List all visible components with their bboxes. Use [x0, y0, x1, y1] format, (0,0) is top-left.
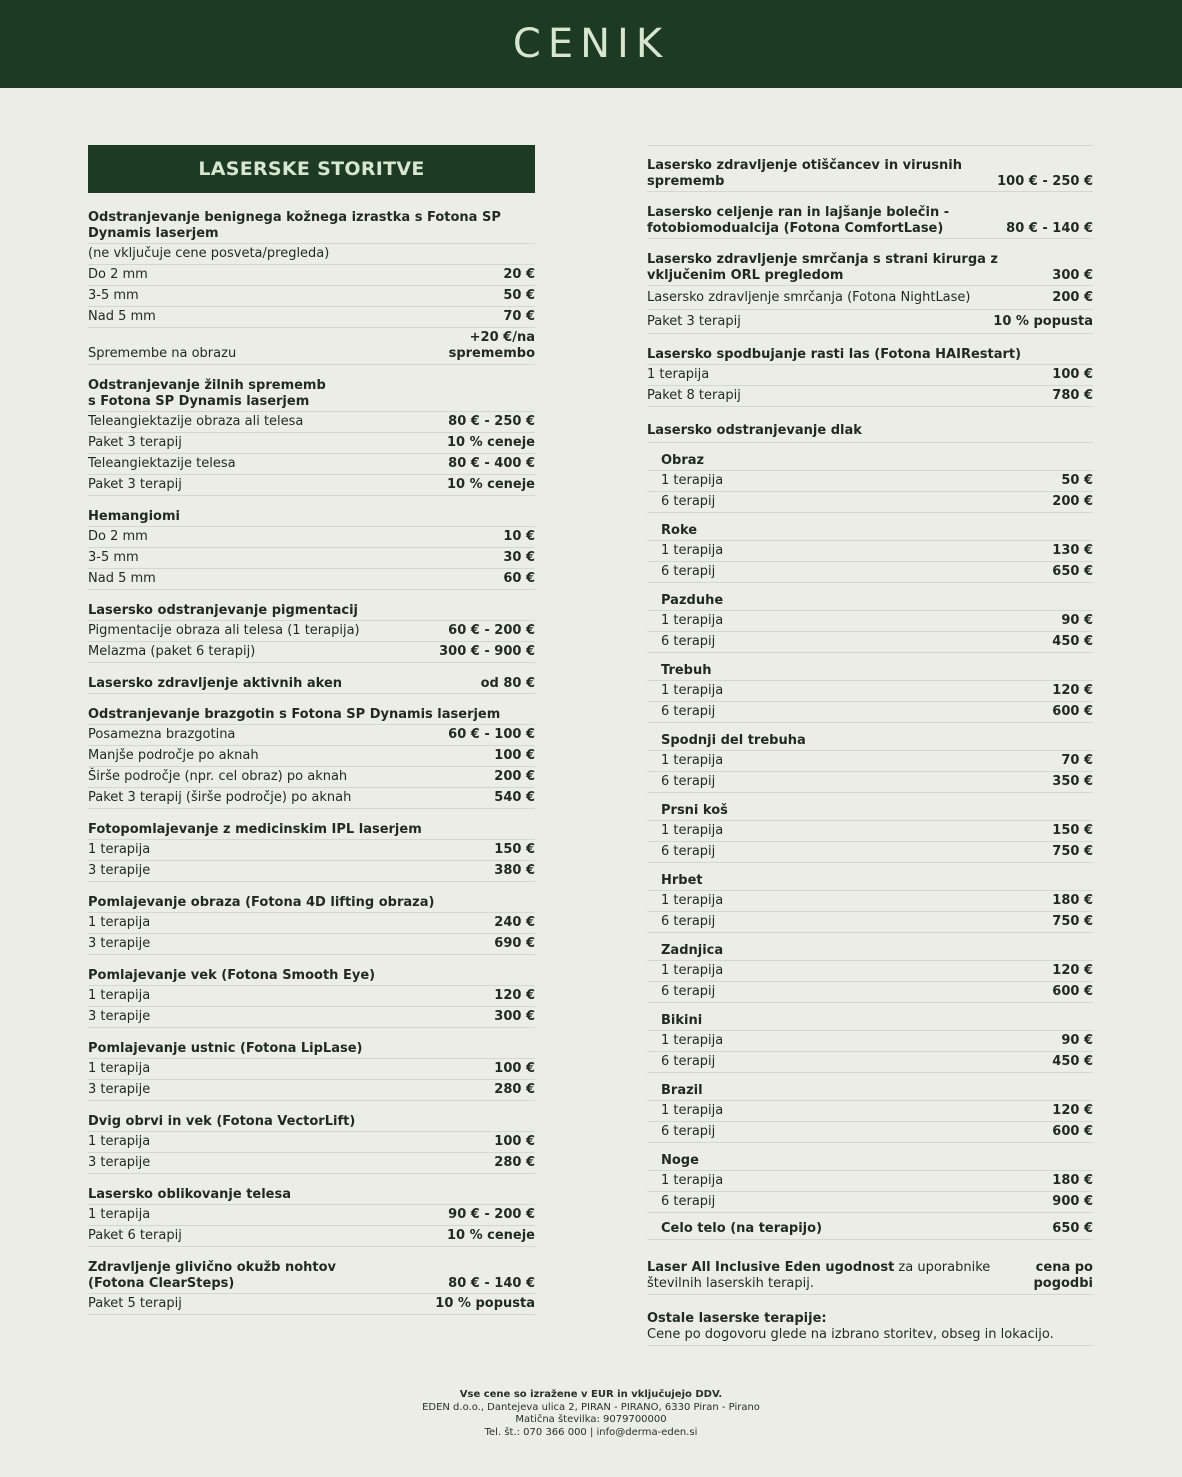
- price-row: [647, 471, 1093, 492]
- row-price: 120 €: [494, 988, 535, 1003]
- group-title-row: [88, 676, 535, 694]
- group-body-contouring: [88, 1187, 535, 1247]
- title-line-2: sprememb: [647, 174, 725, 189]
- group-title-row: [647, 252, 1093, 286]
- other-text: Cene po dogovoru glede na izbrano storitev, obseg in lokacijo.: [647, 1327, 1054, 1342]
- row-price: 60 € - 100 €: [448, 727, 535, 742]
- hair-area: [647, 659, 1093, 723]
- price-row: [88, 454, 535, 475]
- footer-registration: Matična številka: 9079700000: [515, 1414, 667, 1425]
- row-label: Do 2 mm: [88, 529, 148, 544]
- group-title-row: [88, 1260, 535, 1294]
- footer: [0, 1389, 1182, 1439]
- row-label: Paket 3 terapij: [88, 435, 182, 450]
- row-price: 120 €: [1052, 963, 1093, 978]
- group-title: Dvig obrvi in vek (Fotona VectorLift): [88, 1114, 535, 1132]
- price-row: [647, 562, 1093, 583]
- area-title: Bikini: [647, 1009, 1093, 1031]
- hair-removal-areas: [647, 449, 1093, 1213]
- group-title-row: [647, 158, 1093, 192]
- group-price: od 80 €: [480, 676, 535, 691]
- row-price: [449, 330, 535, 362]
- group-title: Odstranjevanje benignega kožnega izrastka s Fotona SP Dynamis laserjem: [88, 210, 535, 244]
- row-price: 60 € - 200 €: [448, 623, 535, 638]
- group-title: Pomlajevanje vek (Fotona Smooth Eye): [88, 968, 535, 986]
- price-row: [88, 767, 535, 788]
- row-price: 200 €: [1052, 494, 1093, 509]
- price-row: [88, 286, 535, 307]
- row-price: 300 € - 900 €: [439, 644, 535, 659]
- row-price: 350 €: [1052, 774, 1093, 789]
- row-label: 3-5 mm: [88, 550, 139, 565]
- price-row: [88, 1059, 535, 1080]
- row-price: 900 €: [1052, 1194, 1093, 1209]
- price-row: [647, 681, 1093, 702]
- group-title: Lasersko spodbujanje rasti las (Fotona HAIRestart): [647, 347, 1093, 365]
- row-price: 280 €: [494, 1155, 535, 1170]
- group-title: Lasersko odstranjevanje dlak: [647, 423, 1093, 443]
- row-label: 1 terapija: [647, 367, 710, 382]
- group-title-row: [647, 205, 1093, 239]
- row-label: 6 terapij: [661, 1124, 716, 1139]
- title-line-1: Odstranjevanje žilnih sprememb: [88, 378, 326, 393]
- row-price: 650 €: [1052, 564, 1093, 579]
- row-price: 280 €: [494, 1082, 535, 1097]
- price-row: [88, 788, 535, 809]
- other-therapies: [647, 1311, 1093, 1346]
- row-price: 10 % ceneje: [446, 435, 535, 450]
- price-row: [647, 821, 1093, 842]
- row-price: 100 €: [1052, 367, 1093, 382]
- row-label: 1 terapija: [88, 1207, 151, 1222]
- footer-contact: Tel. št.: 070 366 000 | info@derma-eden.si: [484, 1426, 698, 1438]
- footer-address: EDEN d.o.o., Dantejeva ulica 2, PIRAN - PIRANO, 6330 Piran - Pirano: [422, 1401, 760, 1413]
- row-price: 150 €: [1052, 823, 1093, 838]
- row-price: 50 €: [1061, 473, 1093, 488]
- row-label: Teleangiektazije telesa: [88, 456, 236, 471]
- hair-area: [647, 729, 1093, 793]
- row-label: 1 terapija: [661, 683, 724, 698]
- group-nails: [88, 1260, 535, 1315]
- section-header: [88, 145, 535, 193]
- group-price: 100 € - 250 €: [997, 174, 1093, 189]
- row-label: Pigmentacije obraza ali telesa (1 terapija): [88, 623, 360, 638]
- row-label: 1 terapija: [661, 823, 724, 838]
- row-label: 3 terapije: [88, 1155, 151, 1170]
- group-wound-healing: [647, 205, 1093, 239]
- row-label: Posamezna brazgotina: [88, 727, 236, 742]
- row-label: Paket 3 terapij: [88, 477, 182, 492]
- group-pigmentation: [88, 603, 535, 663]
- price-row: [647, 1171, 1093, 1192]
- inclusive-price: [1033, 1260, 1093, 1292]
- row-label: Nad 5 mm: [88, 309, 156, 324]
- row-label: Celo telo (na terapijo): [661, 1221, 823, 1236]
- price-row: [88, 725, 535, 746]
- group-price: 300 €: [1052, 268, 1093, 283]
- group-title: [88, 1260, 336, 1292]
- price-row: [88, 1080, 535, 1101]
- row-price: 450 €: [1052, 634, 1093, 649]
- header-banner: [0, 0, 1182, 88]
- price-row: [88, 328, 535, 365]
- price-row: [647, 386, 1093, 407]
- section-title: LASERSKE STORITVE: [198, 158, 425, 180]
- row-label: 1 terapija: [661, 1173, 724, 1188]
- group-note: (ne vključuje cene posveta/pregleda): [88, 244, 535, 265]
- row-price: 240 €: [494, 915, 535, 930]
- price-row: [647, 492, 1093, 513]
- row-price: 30 €: [503, 550, 535, 565]
- inclusive-name: Laser All Inclusive Eden ugodnost: [647, 1260, 895, 1275]
- right-column: [647, 145, 1093, 1359]
- row-label: 6 terapij: [661, 564, 716, 579]
- title-line-1: Lasersko zdravljenje otiščancev in virusnih: [647, 158, 962, 173]
- other-title: Ostale laserske terapije:: [647, 1311, 827, 1326]
- row-price: 300 €: [494, 1009, 535, 1024]
- row-price: 10 €: [503, 529, 535, 544]
- title-line-1: Zdravljenje glivično okužb nohtov: [88, 1260, 337, 1275]
- inclusive-row: [647, 1258, 1093, 1295]
- row-label: 6 terapij: [661, 494, 716, 509]
- price-row: [88, 840, 535, 861]
- row-label: 1 terapija: [88, 842, 151, 857]
- group-all-inclusive: [647, 1258, 1093, 1295]
- hair-area: [647, 939, 1093, 1003]
- row-price: 10 % ceneje: [446, 1228, 535, 1243]
- row-label: Nad 5 mm: [88, 571, 156, 586]
- group-snoring: [647, 252, 1093, 334]
- price-row: [88, 433, 535, 454]
- row-label: Širše področje (npr. cel obraz) po aknah: [88, 769, 348, 784]
- hair-area: [647, 799, 1093, 863]
- group-title: Fotopomlajevanje z medicinskim IPL laserjem: [88, 822, 535, 840]
- price-row: [647, 365, 1093, 386]
- row-price: 80 € - 400 €: [448, 456, 535, 471]
- price-row: [647, 1031, 1093, 1052]
- row-label: 1 terapija: [661, 963, 724, 978]
- area-title: Roke: [647, 519, 1093, 541]
- price-row: [647, 611, 1093, 632]
- row-price: 450 €: [1052, 1054, 1093, 1069]
- title-line-1: Lasersko zdravljenje smrčanja s strani kirurga z: [647, 252, 998, 267]
- row-price: 690 €: [494, 936, 535, 951]
- price-row: [88, 642, 535, 663]
- group-warts: [647, 146, 1093, 192]
- row-label: Manjše področje po aknah: [88, 748, 259, 763]
- price-row: [88, 861, 535, 882]
- group-other: [647, 1311, 1093, 1346]
- row-label: 3 terapije: [88, 1082, 151, 1097]
- price-row: [647, 982, 1093, 1003]
- row-price: 100 €: [494, 1061, 535, 1076]
- row-price: 20 €: [503, 267, 535, 282]
- row-price: 90 € - 200 €: [448, 1207, 535, 1222]
- group-title: Lasersko oblikovanje telesa: [88, 1187, 535, 1205]
- row-label: 1 terapija: [88, 988, 151, 1003]
- area-title: Pazduhe: [647, 589, 1093, 611]
- row-label: Paket 6 terapij: [88, 1228, 182, 1243]
- price-row: [647, 961, 1093, 982]
- price-row: [88, 548, 535, 569]
- row-label: 6 terapij: [661, 984, 716, 999]
- group-vectorlift: [88, 1114, 535, 1174]
- price-row: [647, 286, 1093, 310]
- row-price: 200 €: [1052, 290, 1093, 305]
- row-price: 10 % popusta: [435, 1296, 535, 1311]
- group-face-rejuvenation: [88, 895, 535, 955]
- price-row: [88, 1007, 535, 1028]
- row-label: 3 terapije: [88, 863, 151, 878]
- area-title: Obraz: [647, 449, 1093, 471]
- hair-area: [647, 1009, 1093, 1073]
- group-title: [88, 378, 535, 412]
- price-row: [88, 412, 535, 433]
- price-line-1: +20 €/na: [469, 330, 535, 345]
- group-title: Lasersko zdravljenje aktivnih aken: [88, 676, 343, 691]
- row-price: 380 €: [494, 863, 535, 878]
- row-label: 1 terapija: [661, 473, 724, 488]
- group-hair-removal: [647, 423, 1093, 1240]
- row-label: Spremembe na obrazu: [88, 346, 237, 361]
- inclusive-text-1: za uporabnike: [894, 1260, 991, 1275]
- price-row: [88, 307, 535, 328]
- row-price: 70 €: [1061, 753, 1093, 768]
- row-price: 650 €: [1052, 1221, 1093, 1236]
- row-label: 1 terapija: [661, 613, 724, 628]
- group-title: Hemangiomi: [88, 509, 535, 527]
- row-label: 1 terapija: [88, 915, 151, 930]
- row-label: 6 terapij: [661, 634, 716, 649]
- row-label: Lasersko zdravljenje smrčanja (Fotona NightLase): [647, 290, 971, 305]
- area-title: Zadnjica: [647, 939, 1093, 961]
- price-row: [88, 265, 535, 286]
- row-price: 10 % ceneje: [446, 477, 535, 492]
- group-title: Lasersko odstranjevanje pigmentacij: [88, 603, 535, 621]
- page-title: CENIK: [512, 21, 670, 67]
- price-row: [647, 541, 1093, 562]
- whole-body-row: [647, 1219, 1093, 1240]
- row-price: 600 €: [1052, 984, 1093, 999]
- title-line-2: vključenim ORL pregledom: [647, 268, 844, 283]
- row-label: 6 terapij: [661, 914, 716, 929]
- hair-area: [647, 1079, 1093, 1143]
- area-title: Prsni koš: [647, 799, 1093, 821]
- row-price: 750 €: [1052, 844, 1093, 859]
- row-price: 80 € - 250 €: [448, 414, 535, 429]
- inclusive-text-2: številnih laserskih terapij.: [647, 1276, 815, 1291]
- price-row: [647, 1192, 1093, 1213]
- price-row: [88, 569, 535, 590]
- price-row: [647, 772, 1093, 793]
- group-title: [647, 252, 998, 284]
- price-row: [647, 702, 1093, 723]
- row-label: 1 terapija: [661, 543, 724, 558]
- group-ipl: [88, 822, 535, 882]
- price-line-2: pogodbi: [1033, 1276, 1093, 1291]
- row-price: 100 €: [494, 748, 535, 763]
- group-benign-growth: [88, 210, 535, 365]
- price-row: [88, 1153, 535, 1174]
- group-title: Odstranjevanje brazgotin s Fotona SP Dynamis laserjem: [88, 707, 535, 725]
- price-row: [647, 751, 1093, 772]
- hair-area: [647, 519, 1093, 583]
- row-label: 6 terapij: [661, 1194, 716, 1209]
- group-acne: [88, 676, 535, 694]
- row-label: Paket 5 terapij: [88, 1296, 182, 1311]
- row-price: 750 €: [1052, 914, 1093, 929]
- title-line-1: Lasersko celjenje ran in lajšanje bolečin -: [647, 205, 950, 220]
- row-label: 1 terapija: [661, 1033, 724, 1048]
- price-row: [647, 1101, 1093, 1122]
- price-row: [88, 913, 535, 934]
- row-price: 180 €: [1052, 893, 1093, 908]
- group-title: [647, 158, 962, 190]
- row-price: 780 €: [1052, 388, 1093, 403]
- row-label: 3 terapije: [88, 936, 151, 951]
- row-label: 1 terapija: [661, 753, 724, 768]
- row-price: 60 €: [503, 571, 535, 586]
- area-title: Brazil: [647, 1079, 1093, 1101]
- price-row: [88, 527, 535, 548]
- row-label: Teleangiektazije obraza ali telesa: [88, 414, 304, 429]
- area-title: Trebuh: [647, 659, 1093, 681]
- price-row: [88, 986, 535, 1007]
- price-row: [647, 632, 1093, 653]
- row-price: 50 €: [503, 288, 535, 303]
- row-label: Paket 3 terapij (širše področje) po aknah: [88, 790, 352, 805]
- row-price: 130 €: [1052, 543, 1093, 558]
- price-row: [88, 1294, 535, 1315]
- title-line-2: fotobiomodualcija (Fotona ComfortLase): [647, 221, 944, 236]
- row-price: 120 €: [1052, 1103, 1093, 1118]
- hair-area: [647, 449, 1093, 513]
- left-column: [88, 145, 535, 1328]
- row-label: 6 terapij: [661, 774, 716, 789]
- row-label: 3 terapije: [88, 1009, 151, 1024]
- group-title: Pomlajevanje obraza (Fotona 4D lifting obraza): [88, 895, 535, 913]
- area-title: Spodnji del trebuha: [647, 729, 1093, 751]
- row-label: Paket 3 terapij: [647, 314, 741, 329]
- group-eyelid: [88, 968, 535, 1028]
- group-title: [647, 205, 949, 237]
- row-price: 10 % popusta: [993, 314, 1093, 329]
- row-price: 180 €: [1052, 1173, 1093, 1188]
- row-price: 600 €: [1052, 704, 1093, 719]
- row-price: 540 €: [494, 790, 535, 805]
- row-label: 6 terapij: [661, 844, 716, 859]
- row-price: 70 €: [503, 309, 535, 324]
- row-label: Melazma (paket 6 terapij): [88, 644, 256, 659]
- price-row: [647, 310, 1093, 334]
- price-row: [88, 746, 535, 767]
- group-scars: [88, 707, 535, 809]
- price-row: [88, 1132, 535, 1153]
- row-price: 200 €: [494, 769, 535, 784]
- price-row: [647, 842, 1093, 863]
- group-title: Pomlajevanje ustnic (Fotona LipLase): [88, 1041, 535, 1059]
- group-lips: [88, 1041, 535, 1101]
- price-row: [88, 621, 535, 642]
- group-hair-growth: [647, 347, 1093, 407]
- row-price: 600 €: [1052, 1124, 1093, 1139]
- price-row: [647, 891, 1093, 912]
- row-price: 90 €: [1061, 1033, 1093, 1048]
- area-title: Noge: [647, 1149, 1093, 1171]
- group-hemangiomas: [88, 509, 535, 590]
- title-line-2: s Fotona SP Dynamis laserjem: [88, 394, 310, 409]
- row-price: 150 €: [494, 842, 535, 857]
- price-row: [88, 934, 535, 955]
- price-row: [647, 912, 1093, 933]
- hair-area: [647, 1149, 1093, 1213]
- footer-vat-note: Vse cene so izražene v EUR in vključujejo DDV.: [459, 1389, 723, 1400]
- row-label: 3-5 mm: [88, 288, 139, 303]
- price-row: [647, 1122, 1093, 1143]
- group-price: 80 € - 140 €: [448, 1276, 535, 1291]
- row-price: 100 €: [494, 1134, 535, 1149]
- row-label: 1 terapija: [661, 1103, 724, 1118]
- group-price: 80 € - 140 €: [1006, 221, 1093, 236]
- price-row: [88, 475, 535, 496]
- row-label: Do 2 mm: [88, 267, 148, 282]
- row-label: 1 terapija: [661, 893, 724, 908]
- price-row: [88, 1226, 535, 1247]
- row-price: 90 €: [1061, 613, 1093, 628]
- row-label: 6 terapij: [661, 1054, 716, 1069]
- group-vascular: [88, 378, 535, 496]
- price-line-1: cena po: [1035, 1260, 1093, 1275]
- inclusive-text: [647, 1260, 990, 1292]
- price-row: [88, 1205, 535, 1226]
- row-label: Paket 8 terapij: [647, 388, 741, 403]
- row-label: 6 terapij: [661, 704, 716, 719]
- title-line-2: (Fotona ClearSteps): [88, 1276, 235, 1291]
- row-label: 1 terapija: [88, 1061, 151, 1076]
- row-price: 120 €: [1052, 683, 1093, 698]
- row-label: 1 terapija: [88, 1134, 151, 1149]
- hair-area: [647, 589, 1093, 653]
- hair-area: [647, 869, 1093, 933]
- area-title: Hrbet: [647, 869, 1093, 891]
- price-row: [647, 1052, 1093, 1073]
- price-line-2: spremembo: [448, 346, 535, 361]
